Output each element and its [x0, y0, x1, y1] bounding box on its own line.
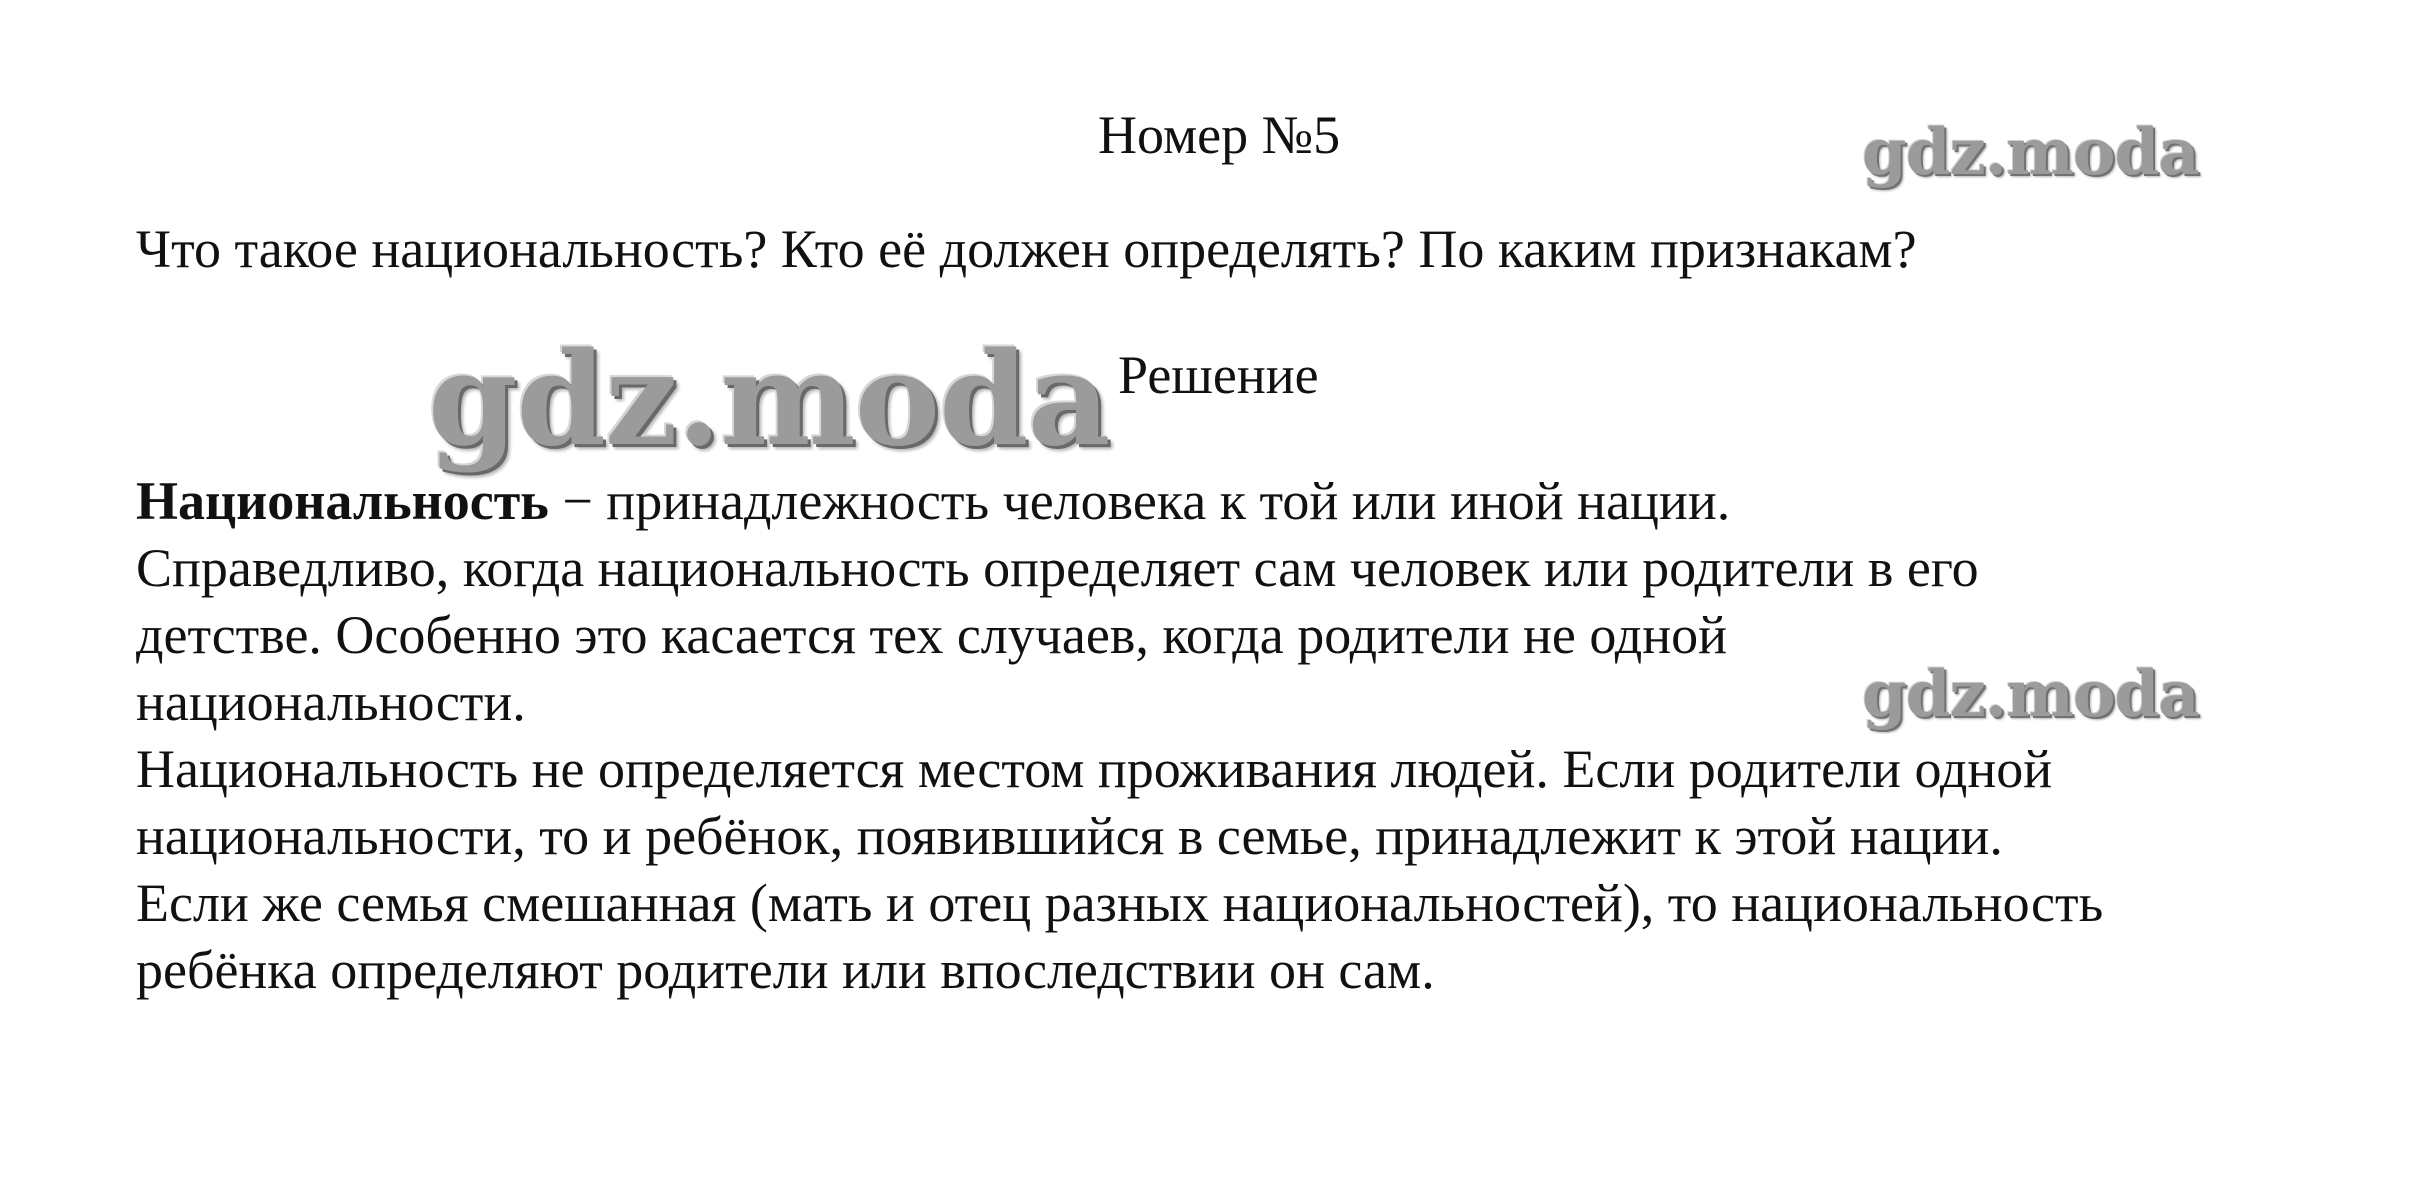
answer-line-3: детстве. Особенно это касается тех случаев, когда родители не одной	[136, 605, 1728, 665]
answer-line-8: ребёнка определяют родители или впоследствии он сам.	[136, 940, 1435, 1000]
solution-body	[136, 468, 2103, 1004]
definition-text: − принадлежность человека к той или иной нации.	[548, 471, 1731, 531]
defined-term: Национальность	[136, 471, 549, 531]
answer-line-2: Справедливо, когда национальность определяет сам человек или родители в его	[136, 538, 1979, 598]
question-text: Что такое национальность? Кто её должен определять? По каким признакам?	[136, 219, 1917, 279]
answer-line-1	[136, 468, 2103, 535]
page-title: Номер №5	[1098, 105, 1341, 165]
answer-line-5: Национальность не определяется местом проживания людей. Если родители одной	[136, 739, 2053, 799]
answer-line-6: национальности, то и ребёнок, появившийся в семье, принадлежит к этой нации.	[136, 806, 2003, 866]
solution-heading: Решение	[1118, 345, 1319, 405]
watermark-logo-top: gdz.moda	[1862, 115, 2199, 190]
watermark-logo-middle: gdz.moda	[1862, 657, 2199, 732]
answer-line-4: национальности.	[136, 672, 526, 732]
watermark-logo-large: gdz.moda	[428, 325, 1110, 475]
answer-line-7: Если же семья смешанная (мать и отец разных национальностей), то национальность	[136, 873, 2104, 933]
